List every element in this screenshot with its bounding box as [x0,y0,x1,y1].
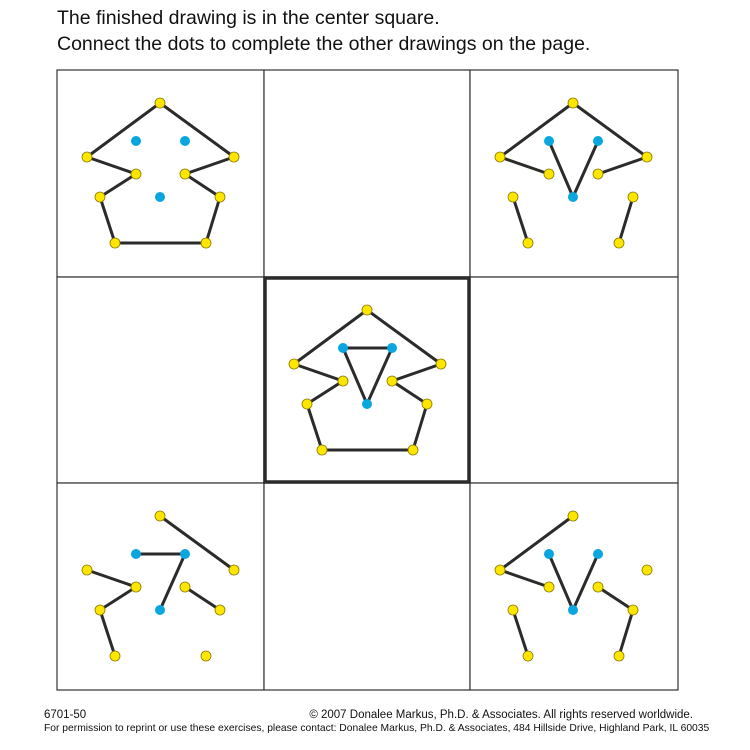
dot-right [436,359,446,369]
dot-inner-left [131,582,141,592]
dot-inner-right [180,582,190,592]
dot-blue-left [131,136,141,146]
dot-lower-right [215,192,225,202]
dot-bottom-right [201,651,211,661]
instruction-line-2: Connect the dots to complete the other drawings on the page. [57,33,591,55]
dot-inner-left [544,169,554,179]
permission-notice: For permission to reprint or use these exercises, please contact: Donalee Markus, Ph.D. & Associates, 484 Hillside Drive, Highland Park, IL 60035 [44,723,710,734]
dot-bottom-left [110,238,120,248]
cell-bottom-left [57,483,264,690]
copyright-notice: © 2007 Donalee Markus, Ph.D. & Associates. All rights reserved worldwide. [309,709,693,721]
dot-right [229,152,239,162]
cell-top-left [57,70,264,277]
cell-center-finished [264,277,470,483]
dot-blue-right [593,136,603,146]
dot-left [495,565,505,575]
dot-blue-center [568,605,578,615]
dot-blue-center [362,399,372,409]
dot-inner-right [593,582,603,592]
dot-inner-right [180,169,190,179]
dot-bottom-right [614,651,624,661]
cell-top-center [264,70,470,277]
dot-bottom-left [523,651,533,661]
dot-inner-left [338,376,348,386]
dot-bottom-left [110,651,120,661]
dot-blue-right [387,343,397,353]
cell-bottom-center [264,483,470,690]
dot-left [82,152,92,162]
dot-top [155,98,165,108]
dot-blue-center [568,192,578,202]
cell-border [264,70,470,277]
dot-left [289,359,299,369]
dot-inner-left [131,169,141,179]
dot-left [495,152,505,162]
dot-lower-left [95,605,105,615]
dot-bottom-right [408,445,418,455]
instruction-line-1: The finished drawing is in the center square. [57,7,440,29]
dot-lower-left [508,192,518,202]
dot-blue-left [131,549,141,559]
dot-lower-right [422,399,432,409]
dot-top [362,305,372,315]
dot-right [229,565,239,575]
dot-top [155,511,165,521]
cell-border [470,277,678,483]
dot-bottom-right [201,238,211,248]
dot-top [568,511,578,521]
dot-blue-center [155,605,165,615]
cell-border [264,483,470,690]
dot-lower-right [628,192,638,202]
dot-blue-right [593,549,603,559]
dot-bottom-left [523,238,533,248]
dot-lower-left [302,399,312,409]
dot-inner-right [387,376,397,386]
exercise-code: 6701-50 [44,709,87,721]
cell-middle-right [470,277,678,483]
dot-lower-right [628,605,638,615]
dot-bottom-right [614,238,624,248]
cell-border [57,277,264,483]
dot-lower-right [215,605,225,615]
dot-top [568,98,578,108]
dot-lower-left [508,605,518,615]
cell-top-right [470,70,678,277]
dot-blue-left [544,549,554,559]
dot-blue-right [180,136,190,146]
dot-blue-center [155,192,165,202]
dot-lower-left [95,192,105,202]
dot-right [642,565,652,575]
dot-blue-right [180,549,190,559]
dot-inner-right [593,169,603,179]
dot-blue-left [338,343,348,353]
dot-right [642,152,652,162]
cell-middle-left [57,277,264,483]
dot-blue-left [544,136,554,146]
dot-left [82,565,92,575]
dot-bottom-left [317,445,327,455]
dot-inner-left [544,582,554,592]
cell-bottom-right [470,483,678,690]
